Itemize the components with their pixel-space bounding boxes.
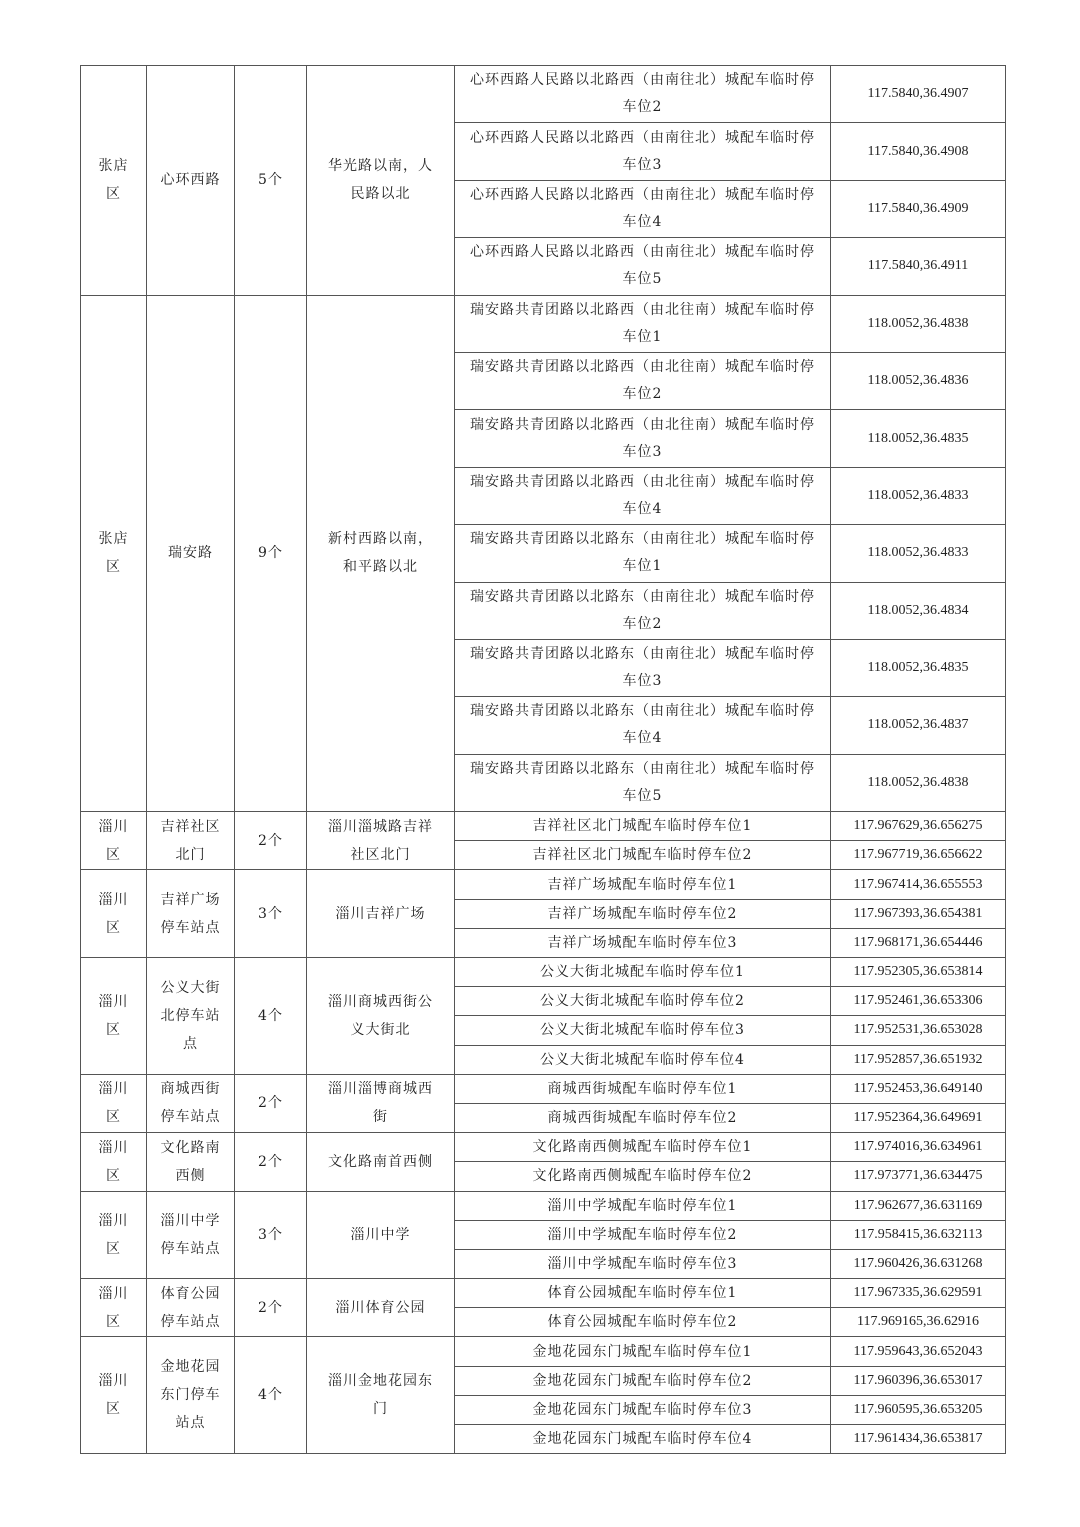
- spot-name-cell: 公义大街北城配车临时停车位3: [455, 1016, 831, 1045]
- road-cell: 公义大街 北停车站 点: [147, 958, 235, 1075]
- count-cell: 3个: [235, 1191, 307, 1279]
- spot-name-cell: 金地花园东门城配车临时停车位1: [455, 1337, 831, 1366]
- spot-name-cell: 瑞安路共青团路以北路西（由北往南）城配车临时停车位3: [455, 410, 831, 467]
- district-cell: 张店 区: [81, 66, 147, 296]
- table-body: [81, 66, 1006, 1454]
- district-cell: 淄川 区: [81, 1279, 147, 1337]
- spot-name-cell: 淄川中学城配车临时停车位3: [455, 1249, 831, 1278]
- count-cell: 2个: [235, 812, 307, 870]
- spot-coordinate-cell: 118.0052,36.4838: [831, 295, 1006, 352]
- spot-coordinate-cell: 118.0052,36.4835: [831, 639, 1006, 696]
- spot-coordinate-cell: 117.960595,36.653205: [831, 1395, 1006, 1424]
- spot-name-cell: 心环西路人民路以北路西（由南往北）城配车临时停车位4: [455, 180, 831, 237]
- range-cell: 淄川淄博商城西 街: [307, 1074, 455, 1132]
- table-row: [81, 66, 1006, 123]
- spot-name-cell: 吉祥广场城配车临时停车位1: [455, 870, 831, 899]
- district-cell: 淄川 区: [81, 1337, 147, 1454]
- count-cell: 2个: [235, 1279, 307, 1337]
- district-cell: 淄川 区: [81, 870, 147, 958]
- spot-name-cell: 文化路南西侧城配车临时停车位2: [455, 1162, 831, 1191]
- spot-name-cell: 商城西街城配车临时停车位1: [455, 1074, 831, 1103]
- spot-coordinate-cell: 117.974016,36.634961: [831, 1133, 1006, 1162]
- road-cell: 体育公园 停车站点: [147, 1279, 235, 1337]
- count-cell: 2个: [235, 1133, 307, 1191]
- spot-name-cell: 吉祥社区北门城配车临时停车位1: [455, 812, 831, 841]
- spot-coordinate-cell: 117.958415,36.632113: [831, 1220, 1006, 1249]
- district-cell: 张店 区: [81, 295, 147, 812]
- spot-name-cell: 金地花园东门城配车临时停车位4: [455, 1425, 831, 1454]
- spot-coordinate-cell: 117.952531,36.653028: [831, 1016, 1006, 1045]
- spot-coordinate-cell: 117.969165,36.62916: [831, 1308, 1006, 1337]
- table-row: [81, 1191, 1006, 1220]
- spot-coordinate-cell: 118.0052,36.4836: [831, 352, 1006, 409]
- road-cell: 金地花园 东门停车 站点: [147, 1337, 235, 1454]
- spot-coordinate-cell: 117.5840,36.4911: [831, 238, 1006, 295]
- spot-coordinate-cell: 117.952461,36.653306: [831, 987, 1006, 1016]
- spot-coordinate-cell: 117.961434,36.653817: [831, 1425, 1006, 1454]
- spot-coordinate-cell: 117.952364,36.649691: [831, 1103, 1006, 1132]
- road-cell: 心环西路: [147, 66, 235, 296]
- spot-name-cell: 吉祥广场城配车临时停车位2: [455, 899, 831, 928]
- district-cell: 淄川 区: [81, 1191, 147, 1279]
- spot-name-cell: 瑞安路共青团路以北路东（由南往北）城配车临时停车位1: [455, 525, 831, 582]
- range-cell: 淄川吉祥广场: [307, 870, 455, 958]
- spot-coordinate-cell: 117.967414,36.655553: [831, 870, 1006, 899]
- spot-name-cell: 瑞安路共青团路以北路东（由南往北）城配车临时停车位3: [455, 639, 831, 696]
- table-row: [81, 1337, 1006, 1366]
- district-cell: 淄川 区: [81, 958, 147, 1075]
- district-cell: 淄川 区: [81, 1133, 147, 1191]
- spot-name-cell: 公义大街北城配车临时停车位4: [455, 1045, 831, 1074]
- range-cell: 淄川金地花园东 门: [307, 1337, 455, 1454]
- count-cell: 3个: [235, 870, 307, 958]
- spot-name-cell: 瑞安路共青团路以北路东（由南往北）城配车临时停车位4: [455, 697, 831, 754]
- spot-coordinate-cell: 117.967393,36.654381: [831, 899, 1006, 928]
- table-row: [81, 1279, 1006, 1308]
- spot-name-cell: 瑞安路共青团路以北路西（由北往南）城配车临时停车位1: [455, 295, 831, 352]
- table-row: [81, 958, 1006, 987]
- spot-coordinate-cell: 118.0052,36.4837: [831, 697, 1006, 754]
- spot-coordinate-cell: 117.960426,36.631268: [831, 1249, 1006, 1278]
- table-row: [81, 812, 1006, 841]
- spot-coordinate-cell: 117.5840,36.4908: [831, 123, 1006, 180]
- spot-name-cell: 淄川中学城配车临时停车位1: [455, 1191, 831, 1220]
- spot-coordinate-cell: 117.952305,36.653814: [831, 958, 1006, 987]
- spot-coordinate-cell: 117.967629,36.656275: [831, 812, 1006, 841]
- table-row: [81, 295, 1006, 352]
- count-cell: 2个: [235, 1074, 307, 1132]
- range-cell: 新村西路以南， 和平路以北: [307, 295, 455, 812]
- spot-name-cell: 吉祥广场城配车临时停车位3: [455, 928, 831, 957]
- range-cell: 淄川中学: [307, 1191, 455, 1279]
- spot-name-cell: 商城西街城配车临时停车位2: [455, 1103, 831, 1132]
- district-cell: 淄川 区: [81, 812, 147, 870]
- spot-coordinate-cell: 117.960396,36.653017: [831, 1366, 1006, 1395]
- road-cell: 淄川中学 停车站点: [147, 1191, 235, 1279]
- spot-name-cell: 瑞安路共青团路以北路西（由北往南）城配车临时停车位2: [455, 352, 831, 409]
- district-cell: 淄川 区: [81, 1074, 147, 1132]
- spot-name-cell: 吉祥社区北门城配车临时停车位2: [455, 841, 831, 870]
- spot-name-cell: 体育公园城配车临时停车位1: [455, 1279, 831, 1308]
- parking-spot-table: [80, 65, 1006, 1454]
- spot-coordinate-cell: 117.973771,36.634475: [831, 1162, 1006, 1191]
- range-cell: 淄川体育公园: [307, 1279, 455, 1337]
- spot-name-cell: 金地花园东门城配车临时停车位3: [455, 1395, 831, 1424]
- table-row: [81, 1133, 1006, 1162]
- spot-coordinate-cell: 117.968171,36.654446: [831, 928, 1006, 957]
- spot-name-cell: 心环西路人民路以北路西（由南往北）城配车临时停车位2: [455, 66, 831, 123]
- spot-name-cell: 公义大街北城配车临时停车位1: [455, 958, 831, 987]
- table-row: [81, 870, 1006, 899]
- range-cell: 淄川商城西街公 义大街北: [307, 958, 455, 1075]
- spot-coordinate-cell: 118.0052,36.4833: [831, 525, 1006, 582]
- spot-coordinate-cell: 117.952453,36.649140: [831, 1074, 1006, 1103]
- spot-coordinate-cell: 118.0052,36.4838: [831, 754, 1006, 811]
- road-cell: 文化路南 西侧: [147, 1133, 235, 1191]
- spot-name-cell: 文化路南西侧城配车临时停车位1: [455, 1133, 831, 1162]
- spot-name-cell: 公义大街北城配车临时停车位2: [455, 987, 831, 1016]
- road-cell: 吉祥社区 北门: [147, 812, 235, 870]
- range-cell: 淄川淄城路吉祥 社区北门: [307, 812, 455, 870]
- spot-coordinate-cell: 117.967719,36.656622: [831, 841, 1006, 870]
- spot-coordinate-cell: 117.952857,36.651932: [831, 1045, 1006, 1074]
- table-row: [81, 1074, 1006, 1103]
- spot-name-cell: 金地花园东门城配车临时停车位2: [455, 1366, 831, 1395]
- spot-name-cell: 瑞安路共青团路以北路东（由南往北）城配车临时停车位5: [455, 754, 831, 811]
- spot-coordinate-cell: 118.0052,36.4835: [831, 410, 1006, 467]
- spot-coordinate-cell: 117.962677,36.631169: [831, 1191, 1006, 1220]
- count-cell: 5个: [235, 66, 307, 296]
- road-cell: 商城西街 停车站点: [147, 1074, 235, 1132]
- road-cell: 吉祥广场 停车站点: [147, 870, 235, 958]
- spot-coordinate-cell: 117.959643,36.652043: [831, 1337, 1006, 1366]
- spot-coordinate-cell: 118.0052,36.4833: [831, 467, 1006, 524]
- spot-coordinate-cell: 118.0052,36.4834: [831, 582, 1006, 639]
- count-cell: 9个: [235, 295, 307, 812]
- spot-coordinate-cell: 117.5840,36.4907: [831, 66, 1006, 123]
- spot-coordinate-cell: 117.5840,36.4909: [831, 180, 1006, 237]
- spot-name-cell: 心环西路人民路以北路西（由南往北）城配车临时停车位3: [455, 123, 831, 180]
- spot-name-cell: 体育公园城配车临时停车位2: [455, 1308, 831, 1337]
- count-cell: 4个: [235, 958, 307, 1075]
- spot-name-cell: 心环西路人民路以北路西（由南往北）城配车临时停车位5: [455, 238, 831, 295]
- count-cell: 4个: [235, 1337, 307, 1454]
- spot-name-cell: 瑞安路共青团路以北路西（由北往南）城配车临时停车位4: [455, 467, 831, 524]
- spot-name-cell: 淄川中学城配车临时停车位2: [455, 1220, 831, 1249]
- road-cell: 瑞安路: [147, 295, 235, 812]
- spot-coordinate-cell: 117.967335,36.629591: [831, 1279, 1006, 1308]
- spot-name-cell: 瑞安路共青团路以北路东（由南往北）城配车临时停车位2: [455, 582, 831, 639]
- range-cell: 文化路南首西侧: [307, 1133, 455, 1191]
- range-cell: 华光路以南，人 民路以北: [307, 66, 455, 296]
